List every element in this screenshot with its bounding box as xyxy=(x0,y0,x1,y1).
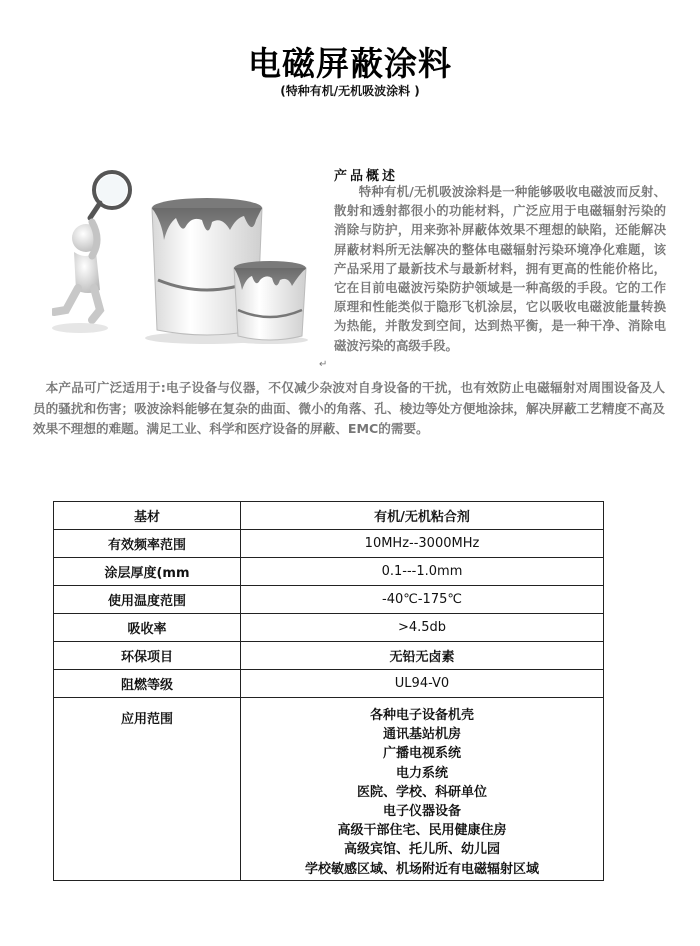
small-bucket-icon xyxy=(232,261,308,344)
list-item: 学校敏感区域、机场附近有电磁辐射区域 xyxy=(304,861,539,877)
spec-key: 吸收率 xyxy=(54,614,241,642)
spec-table xyxy=(53,501,604,881)
spec-key xyxy=(54,698,241,881)
table-row xyxy=(54,642,604,670)
table-row xyxy=(54,698,604,881)
application-paragraph: 本产品可广泛适用于:电子设备与仪器，不仅减少杂波对自身设备的干扰，也有效防止电磁辐射对周围设备及人员的骚扰和伤害；吸波涂料能够在复杂的曲面、微小的角落、孔、棱边等处方便地涂抹，解决屏蔽工艺精度不高及效果不理想的难题。满足工业、科学和医疗设备的屏蔽、EMC的需要。 xyxy=(33,380,665,436)
application-list xyxy=(241,698,603,879)
overview-body: 特种有机/无机吸波涂料是一种能够吸收电磁波而反射、散射和透射都很小的功能材料，广泛应用于电磁辐射污染的消除与防护，用来弥补屏蔽体效果不理想的缺陷，还能解决屏蔽材料所无法解决的整体电磁辐射污染环境净化难题，该产品采用了最新技术与最新材料，拥有更高的性能价格比，它在目前电磁波污染防护领域是一种高级的手段。它的工作原理和性能类似于隐形飞机涂层，它以吸收电磁波能量转换为热能，并散发到空间，达到热平衡，是一种干净、消除电磁波污染的高级手段。 xyxy=(334,184,666,353)
list-item: 电力系统 xyxy=(395,765,448,781)
spec-value: UL94-V0 xyxy=(241,670,604,698)
person-magnifier-icon xyxy=(52,172,130,333)
paint-bucket-illustration xyxy=(52,160,322,345)
spec-key: 使用温度范围 xyxy=(54,586,241,614)
table-row xyxy=(54,530,604,558)
spec-value: 10MHz--3000MHz xyxy=(241,530,604,558)
table-row xyxy=(54,670,604,698)
spec-key: 环保项目 xyxy=(54,642,241,670)
spec-key: 基材 xyxy=(54,502,241,530)
table-row xyxy=(54,558,604,586)
page-subtitle: (特种有机/无机吸波涂料 ) xyxy=(280,84,420,98)
application-list-cell xyxy=(241,698,604,881)
table-row xyxy=(54,614,604,642)
list-item: 广播电视系统 xyxy=(382,746,461,762)
spec-key: 涂层厚度(mm xyxy=(54,558,241,586)
table-row xyxy=(54,502,604,530)
spec-key: 有效频率范围 xyxy=(54,530,241,558)
spec-value: 0.1---1.0mm xyxy=(241,558,604,586)
list-item: 高级宾馆、托儿所、幼儿园 xyxy=(343,842,500,858)
list-item: 通讯基站机房 xyxy=(382,727,461,743)
page-title: 电磁屏蔽涂料 xyxy=(248,44,452,83)
list-item: 电子仪器设备 xyxy=(382,804,461,820)
application-key: 应用范围 xyxy=(120,712,173,727)
return-mark-icon: ↵ xyxy=(319,359,328,370)
spec-value: 有机/无机粘合剂 xyxy=(241,502,604,530)
list-item: 各种电子设备机壳 xyxy=(369,708,474,723)
overview-heading: 产品概述 xyxy=(334,169,399,184)
list-item: 高级干部住宅、民用健康住房 xyxy=(337,823,507,839)
spec-value: 无铅无卤素 xyxy=(241,642,604,670)
spec-value: >4.5db xyxy=(241,614,604,642)
spec-value: -40℃-175℃ xyxy=(241,586,604,614)
table-row xyxy=(54,586,604,614)
spec-key: 阻燃等级 xyxy=(54,670,241,698)
list-item: 医院、学校、科研单位 xyxy=(356,784,487,800)
